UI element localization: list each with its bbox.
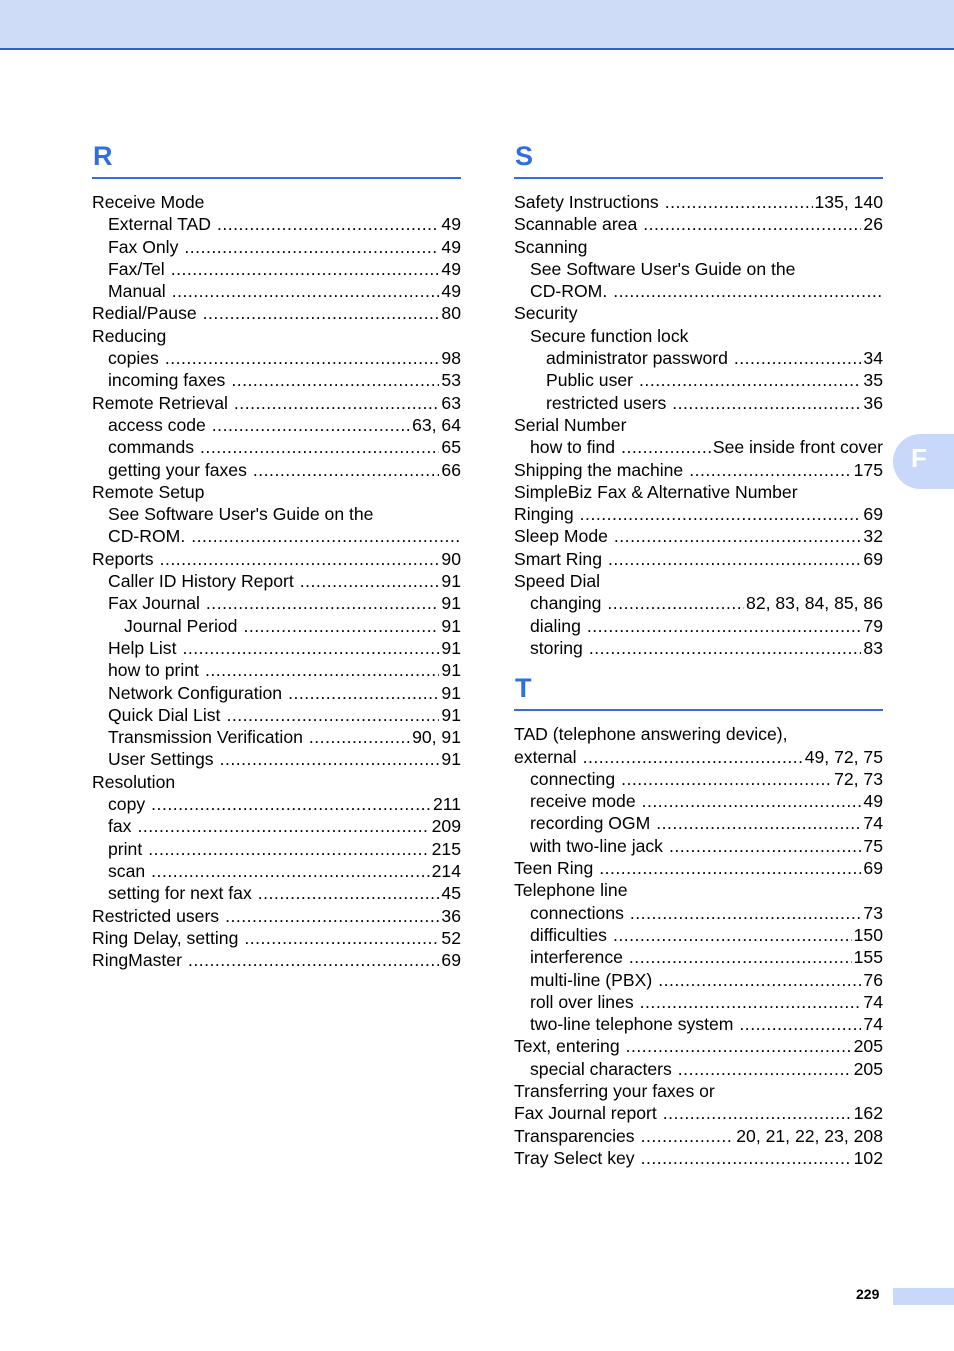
index-entry [514,1013,883,1035]
index-entry [92,213,461,235]
index-pages: 49 [441,258,461,279]
index-term: Restricted users [92,905,220,926]
index-pages: 49 [863,791,883,812]
index-term: restricted users [546,392,667,413]
index-entry [92,615,461,637]
index-term: dialing [530,615,581,636]
index-term: two-line telephone system [530,1014,734,1035]
index-entry [514,570,883,592]
dot-leader [203,302,440,324]
dot-leader [639,369,861,391]
index-pages: 79 [863,615,883,636]
dot-leader [171,258,440,280]
dot-leader [642,790,862,812]
index-entry [92,414,461,436]
dot-leader [205,659,439,681]
index-term: storing [530,637,583,658]
dot-leader [217,213,439,235]
index-term: Shipping the machine [514,459,684,480]
index-entry [514,414,883,436]
index-entry [514,1058,883,1080]
index-term: Teen Ring [514,858,594,879]
index-term: See Software User's Guide on the [530,258,796,279]
index-entry [514,637,883,659]
index-pages: 20, 21, 22, 23, 208 [736,1125,883,1146]
index-entry [514,436,883,458]
index-entry [92,191,461,213]
index-term: Caller ID History Report [108,571,294,592]
index-pages: 211 [432,794,461,815]
index-entry [514,879,883,901]
index-term: roll over lines [530,991,634,1012]
dot-leader [191,525,459,547]
index-term: administrator password [546,348,728,369]
index-entry [514,1125,883,1147]
index-pages: 75 [863,835,883,856]
index-entry [92,882,461,904]
index-term: Manual [108,281,166,302]
dot-leader [184,236,439,258]
index-term: Reducing [92,325,167,346]
dot-leader [148,838,429,860]
index-term: CD-ROM. [108,526,186,547]
dot-leader [629,946,852,968]
dot-leader [182,637,439,659]
page-number: 229 [856,1286,880,1302]
index-term: Ringing [514,504,574,525]
index-term: connections [530,902,624,923]
index-term: receive mode [530,791,636,812]
index-pages: 76 [863,969,883,990]
index-pages: 35 [863,370,883,391]
index-pages: 175 [853,459,883,480]
index-entry [514,369,883,391]
dot-leader [658,969,861,991]
index-entry [514,592,883,614]
dot-leader [151,860,429,882]
index-pages: 209 [431,816,461,837]
index-term: fax [108,816,132,837]
index-entry [92,815,461,837]
index-term: Safety Instructions [514,192,659,212]
index-term: Secure function lock [530,325,689,346]
index-term: connecting [530,768,616,789]
index-term: getting your faxes [108,459,247,480]
index-entry [514,503,883,525]
index-pages: 155 [853,947,883,968]
index-pages: 69 [441,950,461,971]
index-term: copies [108,348,159,369]
dot-leader [288,682,439,704]
index-entry [92,726,461,748]
index-term: Scanning [514,236,588,257]
index-entry [514,191,883,213]
index-column-left [92,140,461,971]
dot-leader [689,459,851,481]
index-pages: 69 [863,858,883,879]
index-entry [92,503,461,525]
index-term: interference [530,947,623,968]
dot-leader [640,991,862,1013]
index-pages: 49 [441,236,461,257]
dot-leader [172,280,440,302]
index-pages: 91 [441,660,461,681]
index-term: Help List [108,637,177,658]
index-entry [92,927,461,949]
dot-leader [669,835,861,857]
index-entry [92,236,461,258]
index-term: Quick Dial List [108,704,221,725]
index-term: CD-ROM. [530,281,608,302]
index-term: External TAD [108,214,211,235]
index-entry [92,570,461,592]
dot-leader [663,1102,852,1124]
dot-leader [231,369,439,391]
index-entry [514,924,883,946]
index-term: difficulties [530,924,607,945]
index-entry [514,835,883,857]
dot-leader [258,882,440,904]
index-entry [92,325,461,347]
index-term: TAD (telephone answering device), [514,724,788,745]
section-letter-t: T [514,672,883,711]
index-entry [92,436,461,458]
index-pages: 34 [863,348,883,369]
index-pages: 66 [441,459,461,480]
index-term: Tray Select key [514,1147,635,1168]
index-entry [514,615,883,637]
index-entry [514,280,883,302]
index-pages: 49 [441,281,461,302]
dot-leader [212,414,410,436]
dot-leader [583,746,803,768]
index-column-right [514,140,883,1169]
index-term: special characters [530,1058,672,1079]
index-pages: 74 [863,991,883,1012]
index-pages: 36 [441,905,461,926]
index-entry [514,347,883,369]
dot-leader [151,793,431,815]
index-term: Network Configuration [108,682,283,703]
index-entry [92,481,461,503]
index-pages: 69 [863,548,883,569]
dot-leader [225,905,439,927]
index-term: Remote Retrieval [92,392,228,413]
index-pages: 45 [441,883,461,904]
index-pages: 98 [441,348,461,369]
index-pages: 74 [863,813,883,834]
dot-leader [200,436,439,458]
index-term: Sleep Mode [514,526,608,547]
index-term: Serial Number [514,414,627,435]
index-pages: 49 [441,214,461,235]
index-pages: 90 [441,548,461,569]
index-term: Speed Dial [514,571,601,592]
index-term: how to print [108,660,199,681]
index-term: Transferring your faxes or [514,1080,715,1101]
index-entry [92,905,461,927]
index-entry [514,1102,883,1124]
index-pages: 91 [441,593,461,614]
index-term: Fax Journal report [514,1103,657,1124]
header-band [0,0,954,50]
index-pages: 72, 73 [834,768,883,789]
index-entry [92,280,461,302]
index-term: See Software User's Guide on the [108,504,374,525]
index-term: Public user [546,370,634,391]
index-pages: 91 [441,615,461,636]
dot-leader [137,815,429,837]
index-entry [514,1035,883,1057]
index-term: User Settings [108,749,214,770]
index-entry [514,857,883,879]
dot-leader [613,924,852,946]
index-term: Fax/Tel [108,258,165,279]
dot-leader [220,748,440,770]
index-entry [92,682,461,704]
dot-leader [165,347,440,369]
dot-leader [243,615,439,637]
index-entry [92,525,461,547]
index-term: Receive Mode [92,192,205,212]
dot-leader [253,459,440,481]
index-pages: 91 [441,571,461,592]
dot-leader [621,436,711,458]
index-pages: 73 [863,902,883,923]
index-term: Ring Delay, setting [92,927,239,948]
index-pages: 49, 72, 75 [804,746,883,767]
index-entry [514,768,883,790]
index-entry [92,771,461,793]
index-entry [514,213,883,235]
index-entry [514,812,883,834]
index-pages: 52 [441,927,461,948]
index-entry [92,748,461,770]
index-term: Telephone line [514,880,628,901]
dot-leader [309,726,410,748]
index-pages: 135, 140 [814,192,883,212]
index-pages: 205 [853,1058,883,1079]
index-entry [514,258,883,280]
index-term: copy [108,794,146,815]
index-pages: 91 [441,704,461,725]
index-pages: 91 [441,749,461,770]
index-entry [514,902,883,924]
index-entry [92,949,461,971]
index-term: Reports [92,548,154,569]
index-pages: 215 [431,838,461,859]
index-pages: 162 [853,1103,883,1124]
index-entry [92,258,461,280]
index-term: incoming faxes [108,370,226,391]
index-pages: 74 [863,1014,883,1035]
index-term: with two-line jack [530,835,663,856]
index-term: Fax Journal [108,593,200,614]
index-entry [514,1147,883,1169]
index-entry [514,1080,883,1102]
index-term: Transparencies [514,1125,635,1146]
index-term: changing [530,593,602,614]
index-pages: 80 [441,303,461,324]
index-term: Resolution [92,771,176,792]
index-pages: 82, 83, 84, 85, 86 [746,593,883,614]
index-entry [92,392,461,414]
index-entry [92,637,461,659]
dot-leader [626,1035,852,1057]
index-term: setting for next fax [108,883,252,904]
index-entry [92,347,461,369]
dot-leader [234,392,440,414]
index-entry [92,659,461,681]
index-entry [514,991,883,1013]
index-entry [514,325,883,347]
index-entry [92,592,461,614]
index-pages: 102 [853,1147,883,1168]
index-term: Smart Ring [514,548,602,569]
index-pages: 32 [863,526,883,547]
dot-leader [641,1125,735,1147]
index-pages: 26 [863,214,883,235]
index-entry [514,790,883,812]
index-term: Fax Only [108,236,179,257]
chapter-tab-letter: F [911,443,927,473]
dot-leader [188,949,439,971]
index-entry [514,525,883,547]
dot-leader [643,213,861,235]
dot-leader [672,392,861,414]
index-term: SimpleBiz Fax & Alternative Number [514,481,798,502]
index-entry [92,838,461,860]
dot-leader [621,768,832,790]
index-entry [92,793,461,815]
index-pages: 83 [863,637,883,658]
index-entry [514,459,883,481]
dot-leader [607,592,744,614]
index-entry [514,481,883,503]
dot-leader [580,503,862,525]
dot-leader [614,525,862,547]
index-term: Text, entering [514,1036,620,1057]
dot-leader [608,548,861,570]
index-term: external [514,746,577,767]
index-pages: 53 [441,370,461,391]
index-term: access code [108,414,206,435]
index-term: how to find [530,437,616,458]
index-term: Journal Period [124,615,238,636]
index-pages: 214 [431,860,461,881]
index-term: print [108,838,143,859]
dot-leader [665,191,813,213]
index-pages: 36 [863,392,883,413]
index-pages: 65 [441,437,461,458]
dot-leader [656,812,861,834]
index-entry [514,746,883,768]
index-entry [92,704,461,726]
dot-leader [300,570,440,592]
index-entry [514,392,883,414]
dot-leader [630,902,862,924]
dot-leader [641,1147,852,1169]
index-entry [514,946,883,968]
index-entry [92,302,461,324]
footer-band [893,1288,954,1305]
index-pages: 150 [853,924,883,945]
index-term: Security [514,303,578,324]
index-pages: 90, 91 [412,727,461,748]
index-entry [514,236,883,258]
dot-leader [587,615,862,637]
dot-leader [599,857,861,879]
dot-leader [678,1058,852,1080]
index-entry [514,548,883,570]
dot-leader [160,548,440,570]
section-letter-r: R [92,140,461,179]
index-pages: See inside front cover [712,437,883,458]
dot-leader [206,592,440,614]
index-entry [92,860,461,882]
index-entry [514,723,883,745]
index-entry [92,459,461,481]
section-letter-s: S [514,140,883,179]
index-term: commands [108,437,195,458]
index-entry [92,548,461,570]
index-term: Redial/Pause [92,303,197,324]
dot-leader [734,347,862,369]
index-entry [514,969,883,991]
index-pages: 69 [863,504,883,525]
index-term: scan [108,860,146,881]
index-term: multi-line (PBX) [530,969,653,990]
index-term: recording OGM [530,813,651,834]
dot-leader [244,927,439,949]
index-term: Remote Setup [92,481,205,502]
chapter-tab [893,434,954,489]
index-pages: 91 [441,682,461,703]
index-entry [514,302,883,324]
index-pages: 63 [441,392,461,413]
dot-leader [613,280,881,302]
index-term: Scannable area [514,214,638,235]
index-pages: 63, 64 [412,414,461,435]
index-pages: 91 [441,637,461,658]
index-term: Transmission Verification [108,727,303,748]
index-term: RingMaster [92,950,182,971]
index-pages: 205 [853,1036,883,1057]
dot-leader [226,704,439,726]
index-entry [92,369,461,391]
dot-leader [739,1013,861,1035]
dot-leader [589,637,862,659]
